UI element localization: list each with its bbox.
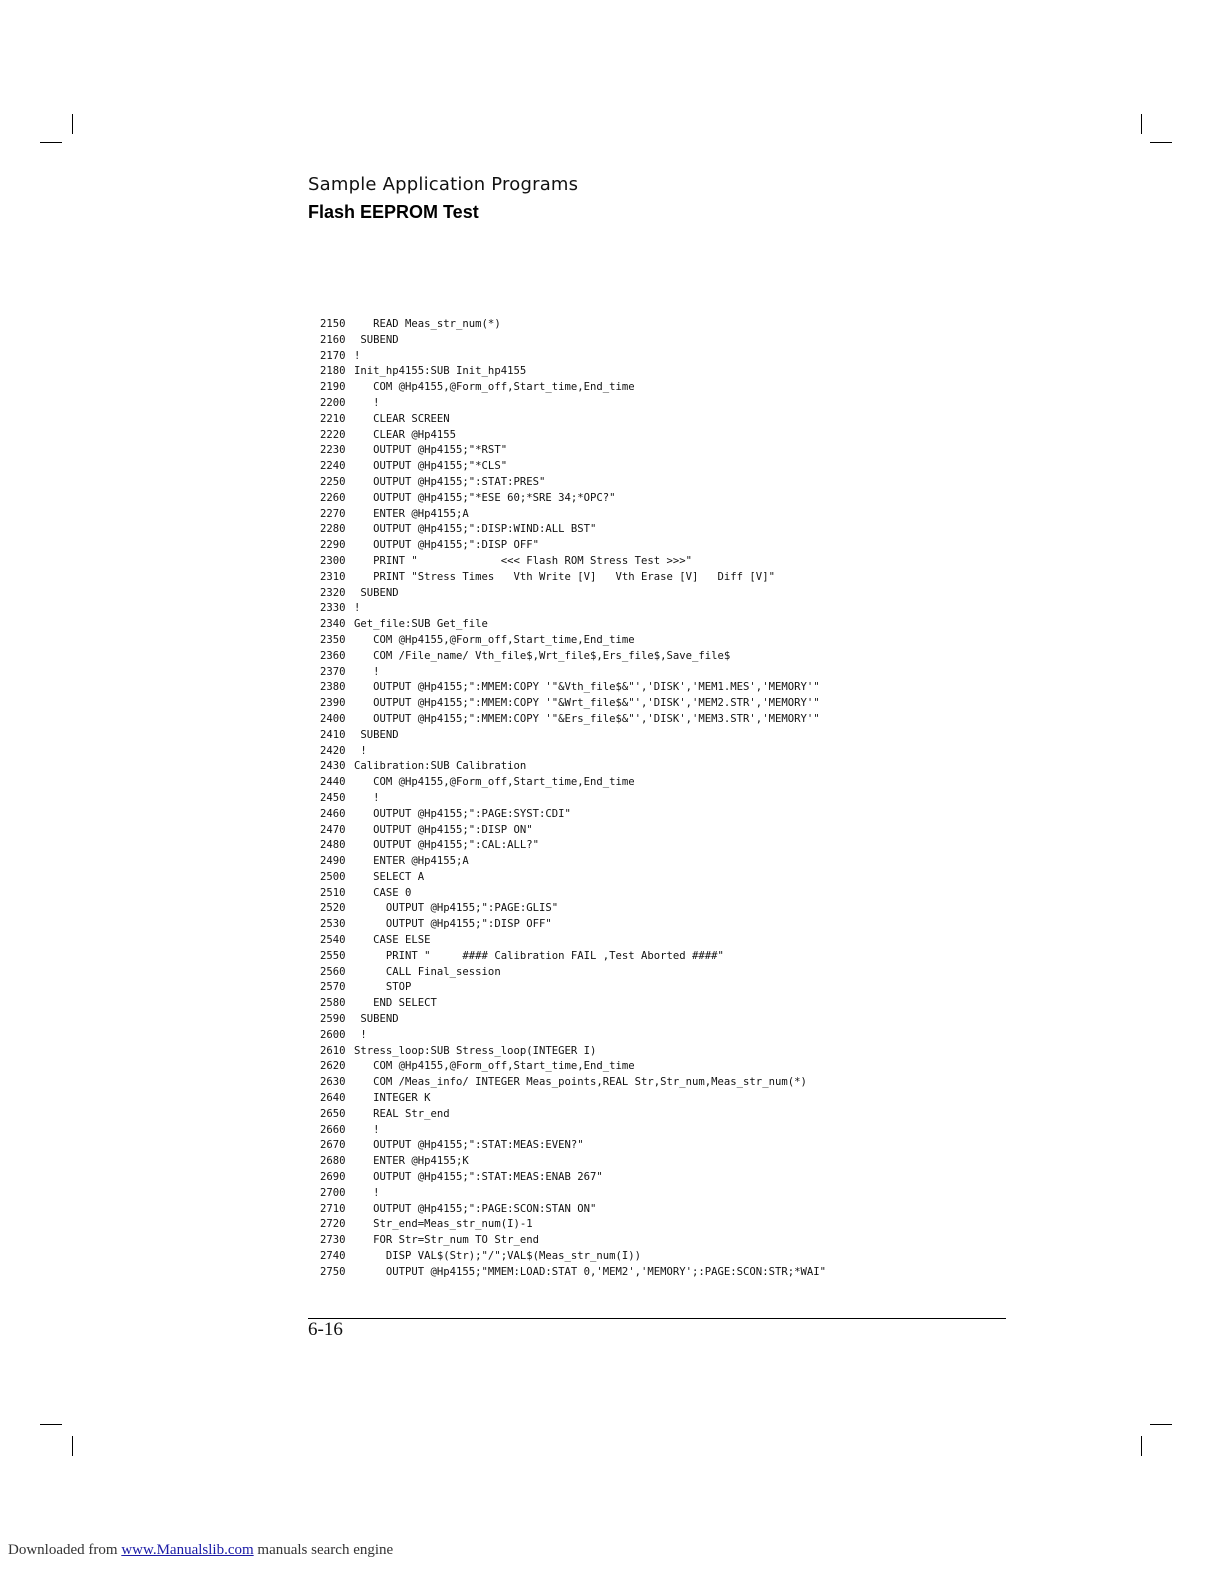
code-line xyxy=(320,1138,826,1154)
code-line xyxy=(320,601,826,617)
code-text: ENTER @Hp4155;A xyxy=(354,507,469,520)
code-text: ENTER @Hp4155;A xyxy=(354,855,469,868)
page-number: 6-16 xyxy=(308,1319,343,1340)
line-number: 2720 xyxy=(320,1218,346,1231)
line-number: 2510 xyxy=(320,886,346,899)
code-text: REAL Str_end xyxy=(354,1107,450,1120)
code-line xyxy=(320,396,826,412)
code-line xyxy=(320,554,826,570)
code-text: PRINT "Stress Times Vth Write [V] Vth Erase [V] Diff [V]" xyxy=(354,570,775,583)
line-number: 2280 xyxy=(320,523,346,536)
line-number: 2270 xyxy=(320,507,346,520)
code-text: SUBEND xyxy=(354,728,399,741)
code-text: PRINT " #### Calibration FAIL ,Test Aborted ####" xyxy=(354,949,724,962)
line-number: 2680 xyxy=(320,1155,346,1168)
code-text: CALL Final_session xyxy=(354,965,501,978)
code-line xyxy=(320,317,826,333)
code-line xyxy=(320,996,826,1012)
code-text: CLEAR SCREEN xyxy=(354,412,450,425)
code-line xyxy=(320,728,826,744)
line-number: 2330 xyxy=(320,602,346,615)
code-text: Stress_loop:SUB Stress_loop(INTEGER I) xyxy=(354,1044,597,1057)
code-line xyxy=(320,807,826,823)
line-number: 2590 xyxy=(320,1013,346,1026)
code-line xyxy=(320,838,826,854)
code-text: ! xyxy=(354,602,361,615)
code-line xyxy=(320,1123,826,1139)
code-line xyxy=(320,1107,826,1123)
code-text: Init_hp4155:SUB Init_hp4155 xyxy=(354,365,527,378)
code-line xyxy=(320,507,826,523)
code-line xyxy=(320,886,826,902)
line-number: 2610 xyxy=(320,1044,346,1057)
code-line xyxy=(320,917,826,933)
line-number: 2290 xyxy=(320,539,346,552)
crop-mark-top-right-v xyxy=(1141,114,1142,134)
line-number: 2380 xyxy=(320,681,346,694)
line-number: 2260 xyxy=(320,491,346,504)
code-text: ! xyxy=(354,1186,380,1199)
code-line xyxy=(320,696,826,712)
code-line xyxy=(320,1075,826,1091)
code-line xyxy=(320,1233,826,1249)
line-number: 2470 xyxy=(320,823,346,836)
code-text: OUTPUT @Hp4155;"*ESE 60;*SRE 34;*OPC?" xyxy=(354,491,616,504)
line-number: 2550 xyxy=(320,949,346,962)
line-number: 2200 xyxy=(320,396,346,409)
code-text: COM /Meas_info/ INTEGER Meas_points,REAL Str,Str_num,Meas_str_num(*) xyxy=(354,1076,807,1089)
code-line xyxy=(320,965,826,981)
code-line xyxy=(320,1249,826,1265)
line-number: 2150 xyxy=(320,318,346,330)
code-text: READ Meas_str_num(*) xyxy=(354,318,501,330)
code-line xyxy=(320,1217,826,1233)
line-number: 2530 xyxy=(320,918,346,931)
code-line xyxy=(320,665,826,681)
code-text: ! xyxy=(354,744,367,757)
code-text: COM @Hp4155,@Form_off,Start_time,End_time xyxy=(354,776,635,789)
code-line xyxy=(320,522,826,538)
code-line xyxy=(320,570,826,586)
code-line xyxy=(320,680,826,696)
code-text: Str_end=Meas_str_num(I)-1 xyxy=(354,1218,533,1231)
line-number: 2740 xyxy=(320,1250,346,1263)
code-line xyxy=(320,1091,826,1107)
line-number: 2300 xyxy=(320,554,346,567)
line-number: 2340 xyxy=(320,618,346,631)
code-line xyxy=(320,712,826,728)
line-number: 2710 xyxy=(320,1202,346,1215)
code-line xyxy=(320,586,826,602)
code-line xyxy=(320,428,826,444)
code-text: FOR Str=Str_num TO Str_end xyxy=(354,1234,539,1247)
code-text: OUTPUT @Hp4155;":STAT:MEAS:EVEN?" xyxy=(354,1139,584,1152)
line-number: 2240 xyxy=(320,460,346,473)
code-text: CLEAR @Hp4155 xyxy=(354,428,457,441)
line-number: 2390 xyxy=(320,697,346,710)
code-text: SUBEND xyxy=(354,586,399,599)
line-number: 2160 xyxy=(320,333,346,346)
line-number: 2430 xyxy=(320,760,346,773)
line-number: 2490 xyxy=(320,855,346,868)
code-text: OUTPUT @Hp4155;"MMEM:LOAD:STAT 0,'MEM2','MEMORY';:PAGE:SCON:STR;*WAI" xyxy=(354,1265,826,1278)
code-line xyxy=(320,380,826,396)
code-line xyxy=(320,870,826,886)
code-listing xyxy=(320,317,826,1281)
code-text: INTEGER K xyxy=(354,1092,431,1105)
code-text: DISP VAL$(Str);"/";VAL$(Meas_str_num(I)) xyxy=(354,1250,642,1263)
line-number: 2360 xyxy=(320,649,346,662)
code-line xyxy=(320,980,826,996)
code-text: ! xyxy=(354,1123,380,1136)
code-line xyxy=(320,1059,826,1075)
code-text: OUTPUT @Hp4155;":PAGE:SYST:CDI" xyxy=(354,807,571,820)
crop-mark-bottom-left-v xyxy=(72,1436,73,1456)
crop-mark-top-left-h xyxy=(40,142,62,143)
line-number: 2170 xyxy=(320,349,346,362)
code-text: COM @Hp4155,@Form_off,Start_time,End_time xyxy=(354,381,635,394)
line-number: 2670 xyxy=(320,1139,346,1152)
line-number: 2600 xyxy=(320,1028,346,1041)
code-text: COM @Hp4155,@Form_off,Start_time,End_time xyxy=(354,1060,635,1073)
line-number: 2410 xyxy=(320,728,346,741)
code-line xyxy=(320,1044,826,1060)
line-number: 2250 xyxy=(320,475,346,488)
crop-mark-bottom-right-h xyxy=(1150,1424,1172,1425)
manualslib-link[interactable]: www.Manualslib.com xyxy=(121,1542,254,1558)
line-number: 2580 xyxy=(320,997,346,1010)
code-line xyxy=(320,649,826,665)
code-text: OUTPUT @Hp4155;":PAGE:SCON:STAN ON" xyxy=(354,1202,597,1215)
code-line xyxy=(320,333,826,349)
line-number: 2730 xyxy=(320,1234,346,1247)
code-text: CASE 0 xyxy=(354,886,412,899)
code-text: OUTPUT @Hp4155;":DISP ON" xyxy=(354,823,533,836)
code-line xyxy=(320,823,826,839)
line-number: 2420 xyxy=(320,744,346,757)
line-number: 2210 xyxy=(320,412,346,425)
code-line xyxy=(320,412,826,428)
code-line xyxy=(320,1154,826,1170)
crop-mark-bottom-right-v xyxy=(1141,1436,1142,1456)
line-number: 2620 xyxy=(320,1060,346,1073)
code-line xyxy=(320,791,826,807)
code-text: OUTPUT @Hp4155;":MMEM:COPY '"&Wrt_file$&"','DISK','MEM2.STR','MEMORY'" xyxy=(354,697,820,710)
code-text: ! xyxy=(354,396,380,409)
code-text: OUTPUT @Hp4155;":CAL:ALL?" xyxy=(354,839,539,852)
line-number: 2480 xyxy=(320,839,346,852)
code-line xyxy=(320,617,826,633)
line-number: 2640 xyxy=(320,1092,346,1105)
code-line xyxy=(320,349,826,365)
line-number: 2440 xyxy=(320,776,346,789)
code-text: OUTPUT @Hp4155;":PAGE:GLIS" xyxy=(354,902,559,915)
code-text: OUTPUT @Hp4155;":STAT:MEAS:ENAB 267" xyxy=(354,1171,603,1184)
footer-rule xyxy=(308,1318,1006,1319)
code-line xyxy=(320,1012,826,1028)
footer-suffix: manuals search engine xyxy=(257,1542,394,1558)
code-text: ! xyxy=(354,791,380,804)
code-line xyxy=(320,364,826,380)
section-title: Sample Application Programs xyxy=(308,174,579,195)
footer-prefix: Downloaded from xyxy=(8,1542,118,1558)
code-line xyxy=(320,901,826,917)
code-text: OUTPUT @Hp4155;":MMEM:COPY '"&Vth_file$&"','DISK','MEM1.MES','MEMORY'" xyxy=(354,681,820,694)
line-number: 2570 xyxy=(320,981,346,994)
code-text: END SELECT xyxy=(354,997,437,1010)
code-line xyxy=(320,949,826,965)
code-line xyxy=(320,744,826,760)
line-number: 2630 xyxy=(320,1076,346,1089)
line-number: 2400 xyxy=(320,712,346,725)
code-text: Calibration:SUB Calibration xyxy=(354,760,527,773)
code-line xyxy=(320,538,826,554)
code-line xyxy=(320,443,826,459)
line-number: 2370 xyxy=(320,665,346,678)
code-line xyxy=(320,775,826,791)
code-line xyxy=(320,1170,826,1186)
download-footer xyxy=(8,1542,393,1559)
code-text: STOP xyxy=(354,981,412,994)
line-number: 2230 xyxy=(320,444,346,457)
code-text: Get_file:SUB Get_file xyxy=(354,618,488,631)
line-number: 2700 xyxy=(320,1186,346,1199)
code-text: OUTPUT @Hp4155;"*RST" xyxy=(354,444,508,457)
line-number: 2350 xyxy=(320,633,346,646)
code-text: OUTPUT @Hp4155;":DISP:WIND:ALL BST" xyxy=(354,523,597,536)
code-line xyxy=(320,854,826,870)
line-number: 2460 xyxy=(320,807,346,820)
crop-mark-top-left-v xyxy=(72,114,73,134)
code-text: OUTPUT @Hp4155;":MMEM:COPY '"&Ers_file$&"','DISK','MEM3.STR','MEMORY'" xyxy=(354,712,820,725)
code-line xyxy=(320,933,826,949)
code-text: CASE ELSE xyxy=(354,934,431,947)
line-number: 2560 xyxy=(320,965,346,978)
code-text: ! xyxy=(354,1028,367,1041)
code-line xyxy=(320,759,826,775)
code-text: OUTPUT @Hp4155;":DISP OFF" xyxy=(354,918,552,931)
line-number: 2450 xyxy=(320,791,346,804)
code-line xyxy=(320,1202,826,1218)
line-number: 2220 xyxy=(320,428,346,441)
code-line xyxy=(320,491,826,507)
code-line xyxy=(320,1186,826,1202)
line-number: 2320 xyxy=(320,586,346,599)
code-text: SUBEND xyxy=(354,333,399,346)
code-text: PRINT " <<< Flash ROM Stress Test >>>" xyxy=(354,554,693,567)
code-text: COM @Hp4155,@Form_off,Start_time,End_time xyxy=(354,633,635,646)
code-line xyxy=(320,459,826,475)
code-line xyxy=(320,1028,826,1044)
code-line xyxy=(320,1265,826,1281)
line-number: 2660 xyxy=(320,1123,346,1136)
crop-mark-bottom-left-h xyxy=(40,1424,62,1425)
line-number: 2690 xyxy=(320,1171,346,1184)
line-number: 2540 xyxy=(320,934,346,947)
code-text: SELECT A xyxy=(354,870,425,883)
code-text: COM /File_name/ Vth_file$,Wrt_file$,Ers_file$,Save_file$ xyxy=(354,649,731,662)
crop-mark-top-right-h xyxy=(1150,142,1172,143)
code-line xyxy=(320,633,826,649)
code-text: ! xyxy=(354,665,380,678)
line-number: 2190 xyxy=(320,381,346,394)
code-text: OUTPUT @Hp4155;"*CLS" xyxy=(354,460,508,473)
code-text: OUTPUT @Hp4155;":DISP OFF" xyxy=(354,539,539,552)
code-text: OUTPUT @Hp4155;":STAT:PRES" xyxy=(354,475,546,488)
code-text: ! xyxy=(354,349,361,362)
line-number: 2750 xyxy=(320,1265,346,1278)
line-number: 2650 xyxy=(320,1107,346,1120)
line-number: 2500 xyxy=(320,870,346,883)
line-number: 2310 xyxy=(320,570,346,583)
chapter-title: Flash EEPROM Test xyxy=(308,202,479,222)
line-number: 2520 xyxy=(320,902,346,915)
code-text: SUBEND xyxy=(354,1013,399,1026)
line-number: 2180 xyxy=(320,365,346,378)
code-text: ENTER @Hp4155;K xyxy=(354,1155,469,1168)
code-line xyxy=(320,475,826,491)
